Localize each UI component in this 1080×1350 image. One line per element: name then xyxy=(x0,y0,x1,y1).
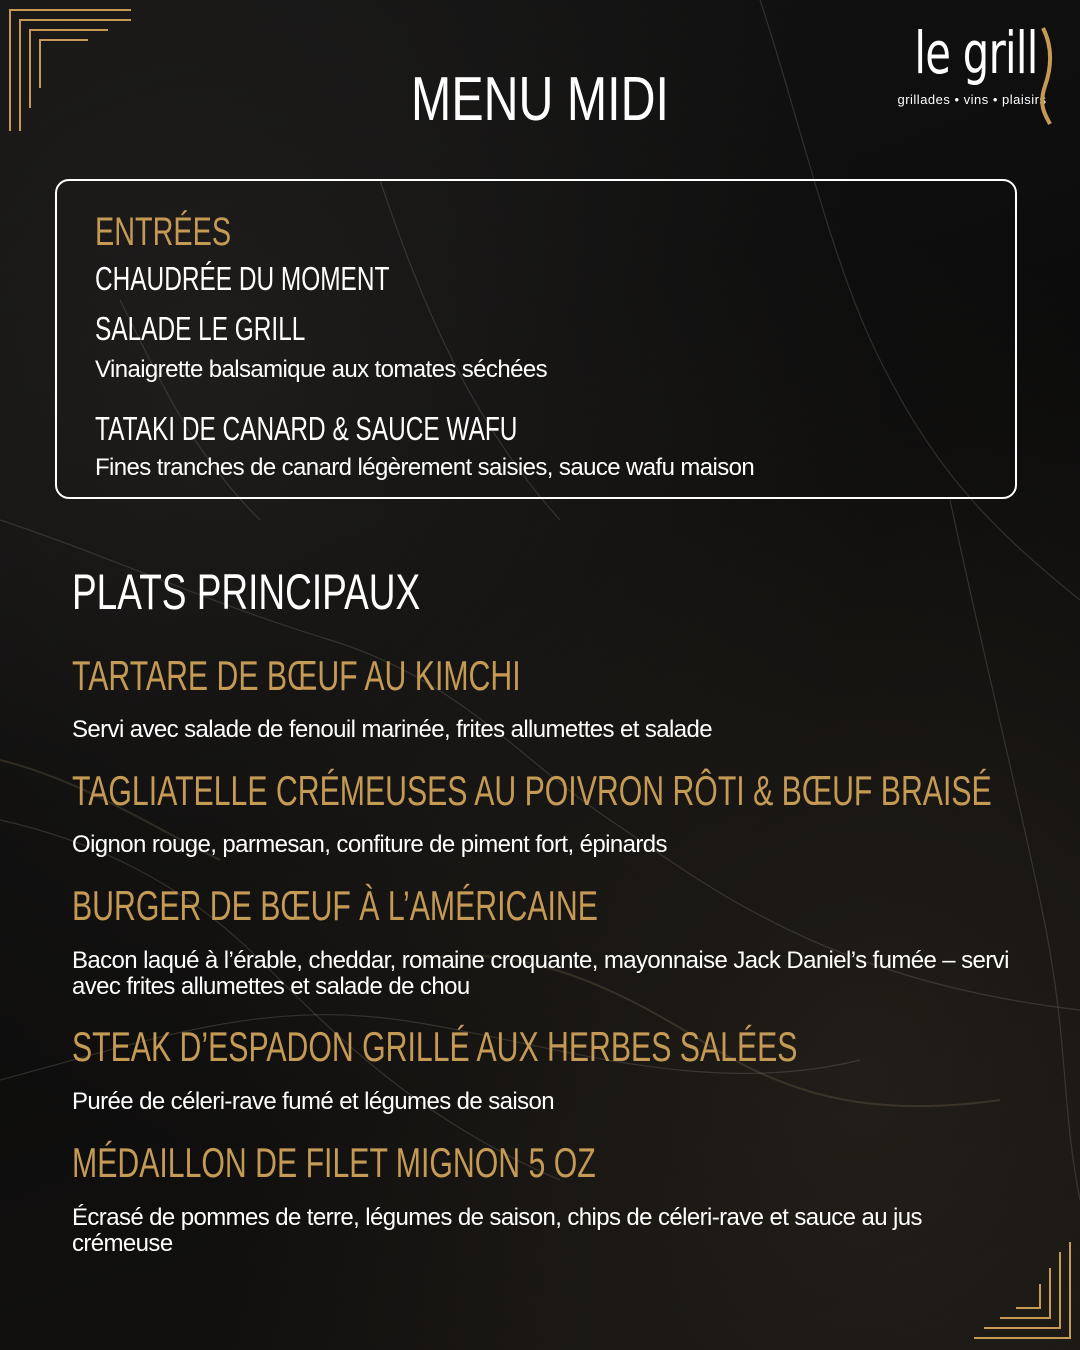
dish-description: Écrasé de pommes de terre, légumes de saison, chips de céleri-rave et sauce au jus crémeuse xyxy=(72,1204,922,1257)
entree-description: Fines tranches de canard légèrement saisies, sauce wafu maison xyxy=(95,454,755,481)
page-title: MENU MIDI xyxy=(411,65,669,134)
brand-name: le grill xyxy=(914,19,1038,87)
brand-tagline: grillades • vins • plaisirs xyxy=(897,92,1047,107)
plats-heading: PLATS PRINCIPAUX xyxy=(72,564,421,620)
entrees-section xyxy=(55,179,1017,499)
dish-name: STEAK D’ESPADON GRILLÉ AUX HERBES SALÉES xyxy=(72,1023,798,1070)
dish-name: MÉDAILLON DE FILET MIGNON 5 OZ xyxy=(72,1139,596,1186)
dish-name: TAGLIATELLE CRÉMEUSES AU POIVRON RÔTI & BŒUF BRAISÉ xyxy=(72,767,992,814)
dish-description: Oignon rouge, parmesan, confiture de piment fort, épinards xyxy=(72,831,667,858)
dish-name: TARTARE DE BŒUF AU KIMCHI xyxy=(72,652,521,699)
entree-description: Vinaigrette balsamique aux tomates séchées xyxy=(95,356,547,383)
dish-description: Bacon laqué à l’érable, cheddar, romaine croquante, mayonnaise Jack Daniel’s fumée – servi avec frites allumettes et salade de chou xyxy=(72,947,1009,1000)
entree-name: TATAKI DE CANARD & SAUCE WAFU xyxy=(95,410,518,447)
entrees-heading: ENTRÉES xyxy=(95,210,232,254)
dish-description: Purée de céleri-rave fumé et légumes de saison xyxy=(72,1088,555,1115)
dish-description: Servi avec salade de fenouil marinée, frites allumettes et salade xyxy=(72,716,713,743)
entree-name: CHAUDRÉE DU MOMENT xyxy=(95,260,390,297)
dish-name: BURGER DE BŒUF À L’AMÉRICAINE xyxy=(72,882,598,929)
corner-ornament-top-left xyxy=(8,8,133,133)
entree-name: SALADE LE GRILL xyxy=(95,310,306,347)
flame-icon xyxy=(1040,26,1054,126)
